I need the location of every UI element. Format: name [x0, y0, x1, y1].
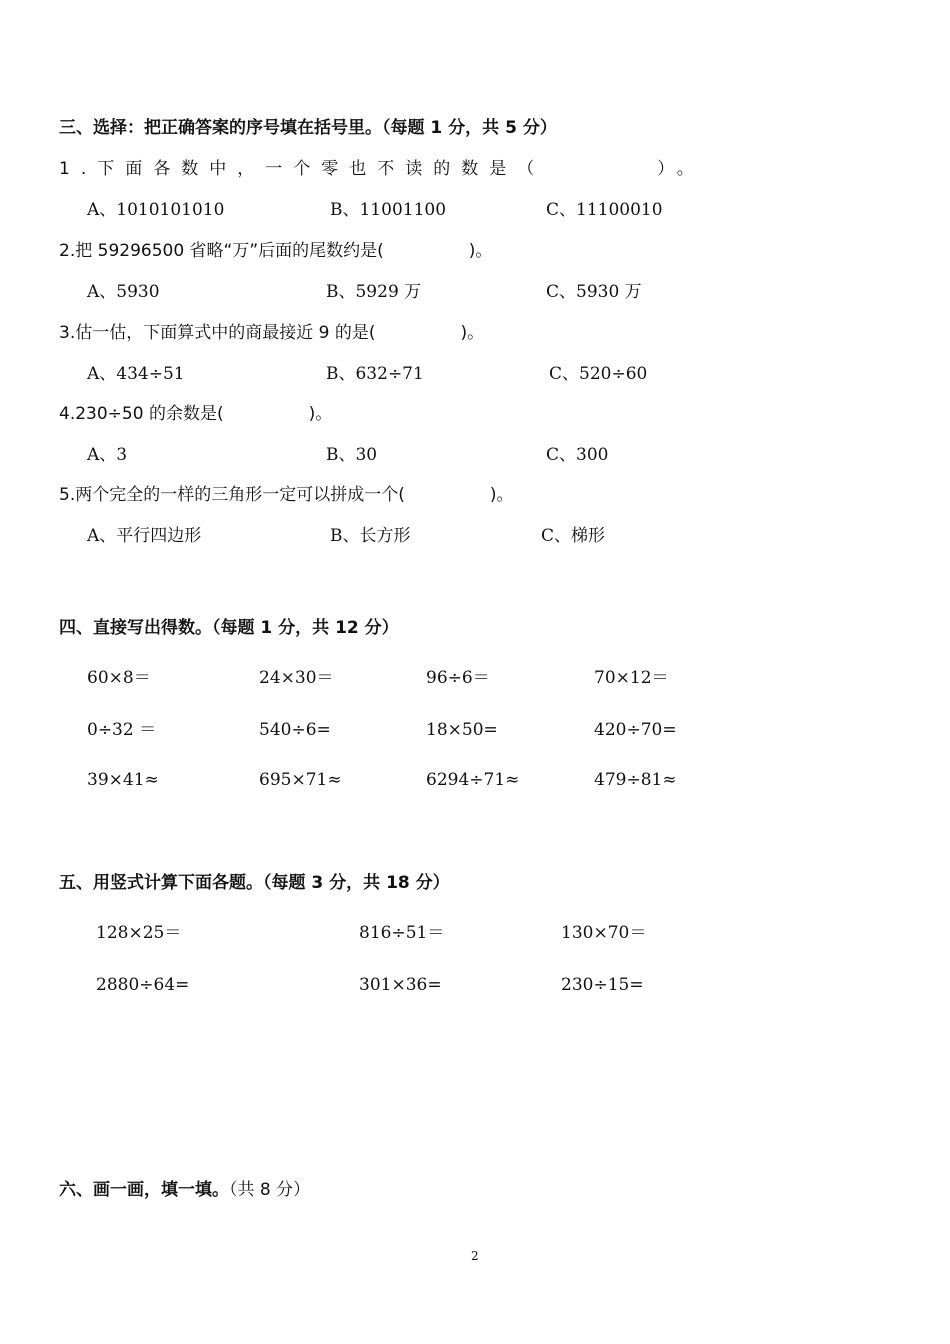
oral-calc-item: 6294÷71≈ [426, 770, 520, 790]
question-5-option-b: B、长方形 [330, 526, 411, 546]
question-2-option-a: A、5930 [87, 282, 160, 302]
oral-calc-item: 420÷70= [594, 720, 677, 740]
question-1-text: 1.下面各数中，一个零也不读的数是（ ）。 [59, 159, 705, 179]
section-4-heading: 四、直接写出得数。（每题 1 分，共 12 分） [59, 618, 399, 638]
oral-calc-item: 479÷81≈ [594, 770, 677, 790]
oral-calc-item: 695×71≈ [259, 770, 342, 790]
oral-calc-item: 70×12＝ [594, 668, 669, 688]
oral-calc-item: 0÷32 ＝ [87, 720, 157, 740]
question-5-text: 5.两个完全的一样的三角形一定可以拼成一个( )。 [59, 485, 514, 505]
question-2-option-c: C、5930 万 [546, 282, 642, 302]
question-4-option-b: B、30 [326, 445, 378, 465]
oral-calc-item: 24×30＝ [259, 668, 334, 688]
question-3-option-a: A、434÷51 [87, 364, 185, 384]
vertical-calc-item: 816÷51＝ [359, 923, 445, 943]
section-6-title: 六、画一画，填一填。 [59, 1180, 229, 1200]
section-3-heading: 三、选择：把正确答案的序号填在括号里。（每题 1 分，共 5 分） [59, 118, 557, 138]
oral-calc-item: 540÷6= [259, 720, 331, 740]
question-1-option-a: A、1010101010 [87, 200, 225, 220]
question-5-option-a: A、平行四边形 [87, 526, 202, 546]
question-3-option-b: B、632÷71 [326, 364, 424, 384]
oral-calc-item: 18×50= [426, 720, 498, 740]
question-4-option-c: C、300 [546, 445, 609, 465]
vertical-calc-item: 130×70＝ [561, 923, 647, 943]
question-3-text: 3.估一估，下面算式中的商最接近 9 的是( )。 [59, 323, 485, 343]
section-6-points: （共 8 分） [229, 1180, 311, 1200]
question-2-option-b: B、5929 万 [326, 282, 422, 302]
question-1-option-b: B、11001100 [330, 200, 447, 220]
question-4-option-a: A、3 [87, 445, 128, 465]
section-6-heading [59, 1182, 310, 1199]
question-4-text: 4.230÷50 的余数是( )。 [59, 404, 333, 424]
question-5-option-c: C、梯形 [541, 526, 606, 546]
question-3-option-c: C、520÷60 [549, 364, 648, 384]
oral-calc-item: 96÷6＝ [426, 668, 490, 688]
section-5-heading: 五、用竖式计算下面各题。（每题 3 分，共 18 分） [59, 873, 450, 893]
question-1-option-c: C、11100010 [546, 200, 663, 220]
vertical-calc-item: 128×25＝ [96, 923, 182, 943]
oral-calc-item: 60×8＝ [87, 668, 151, 688]
vertical-calc-item: 230÷15= [561, 975, 644, 995]
vertical-calc-item: 2880÷64= [96, 975, 190, 995]
oral-calc-item: 39×41≈ [87, 770, 159, 790]
vertical-calc-item: 301×36= [359, 975, 442, 995]
page-number: 2 [471, 1249, 479, 1263]
question-2-text: 2.把 59296500 省略“万”后面的尾数约是( )。 [59, 241, 493, 261]
